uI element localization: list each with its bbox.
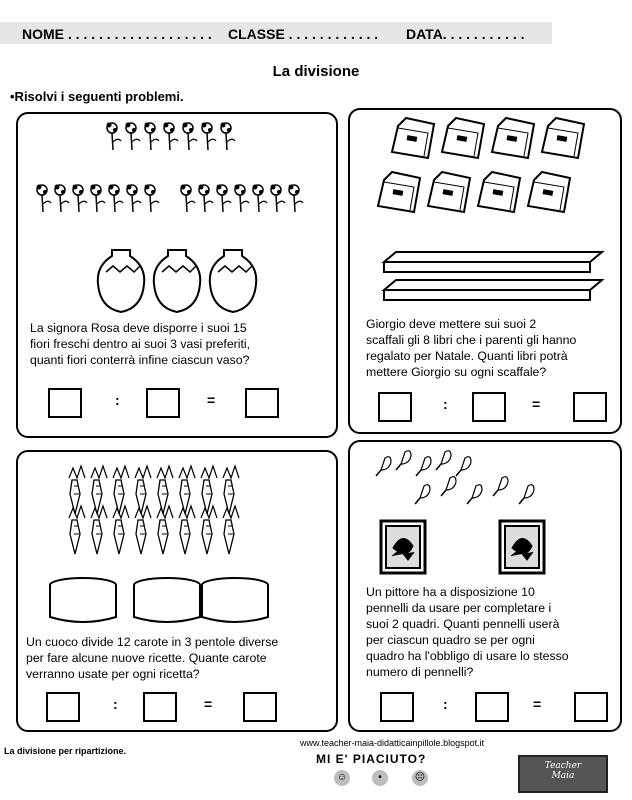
- nome-field: NOME . . . . . . . . . . . . . . . . . . .: [22, 26, 212, 42]
- divide-sign: :: [113, 696, 118, 712]
- equals-sign: =: [207, 392, 216, 408]
- divide-sign: :: [443, 396, 448, 412]
- data-field: DATA. . . . . . . . . . .: [406, 26, 525, 42]
- footer-url: www.teacher-maia-didatticainpillole.blogspot.it: [300, 738, 485, 748]
- sad-face-icon[interactable]: ☹: [412, 770, 428, 786]
- answer-box-1c[interactable]: [245, 388, 279, 418]
- answer-box-2c[interactable]: [573, 392, 607, 422]
- flower-group: [37, 123, 304, 213]
- answer-box-4b[interactable]: [475, 692, 509, 722]
- painting-group: [381, 521, 544, 573]
- teacher-maia-logo: Teacher Maia: [518, 755, 608, 793]
- answer-box-2a[interactable]: [378, 392, 412, 422]
- book-group: [378, 118, 584, 212]
- shelf-group: [384, 252, 602, 300]
- problem-1-text: La signora Rosa deve disporre i suoi 15 fiori freschi dentro ai suoi 3 vasi preferiti, quanti fiori conterrà infine ciascun vaso?: [30, 321, 251, 367]
- answer-box-3b[interactable]: [143, 692, 177, 722]
- divide-sign: :: [443, 696, 448, 712]
- classe-field: CLASSE . . . . . . . . . . . .: [228, 26, 379, 42]
- answer-box-1a[interactable]: [48, 388, 82, 418]
- problem-4-text: Un pittore ha a disposizione 10 pennelli da usare per completare i suoi 2 quadri. Quanti pennelli userà per ciascun quadro se per ogni quadro ha l'obbligo di usare lo stesso numero di pennelli?: [366, 585, 569, 679]
- divide-sign: :: [115, 392, 120, 408]
- problem-2-text: Giorgio deve mettere sui suoi 2 scaffali gli 8 libri che i parenti gli hanno regalato per Natale. Quanti libri potrà mettere Giorgio su ogni scaffale?: [366, 317, 577, 379]
- equals-sign: =: [532, 396, 541, 412]
- footer-label: La divisione per ripartizione.: [4, 746, 127, 756]
- feedback-question: MI E' PIACIUTO?: [316, 752, 427, 766]
- instruction: •Risolvi i seguenti problemi.: [10, 89, 184, 104]
- brush-group: [376, 451, 534, 504]
- answer-box-4c[interactable]: [574, 692, 608, 722]
- answer-box-1b[interactable]: [146, 388, 180, 418]
- equals-sign: =: [204, 696, 213, 712]
- pot-group: [50, 578, 268, 622]
- page-title: La divisione: [272, 63, 360, 80]
- answer-box-3a[interactable]: [46, 692, 80, 722]
- problem-3-text: Un cuoco divide 12 carote in 3 pentole diverse per fare alcune nuove ricette. Quante carote verranno usate per ogni ricetta?: [26, 635, 279, 681]
- happy-face-icon[interactable]: ☺: [334, 770, 350, 786]
- neutral-face-icon[interactable]: •: [372, 770, 388, 786]
- answer-box-2b[interactable]: [472, 392, 506, 422]
- answer-box-3c[interactable]: [243, 692, 277, 722]
- carrot-group: [69, 466, 239, 554]
- answer-box-4a[interactable]: [380, 692, 414, 722]
- vase-group: [98, 250, 256, 312]
- equals-sign: =: [533, 696, 542, 712]
